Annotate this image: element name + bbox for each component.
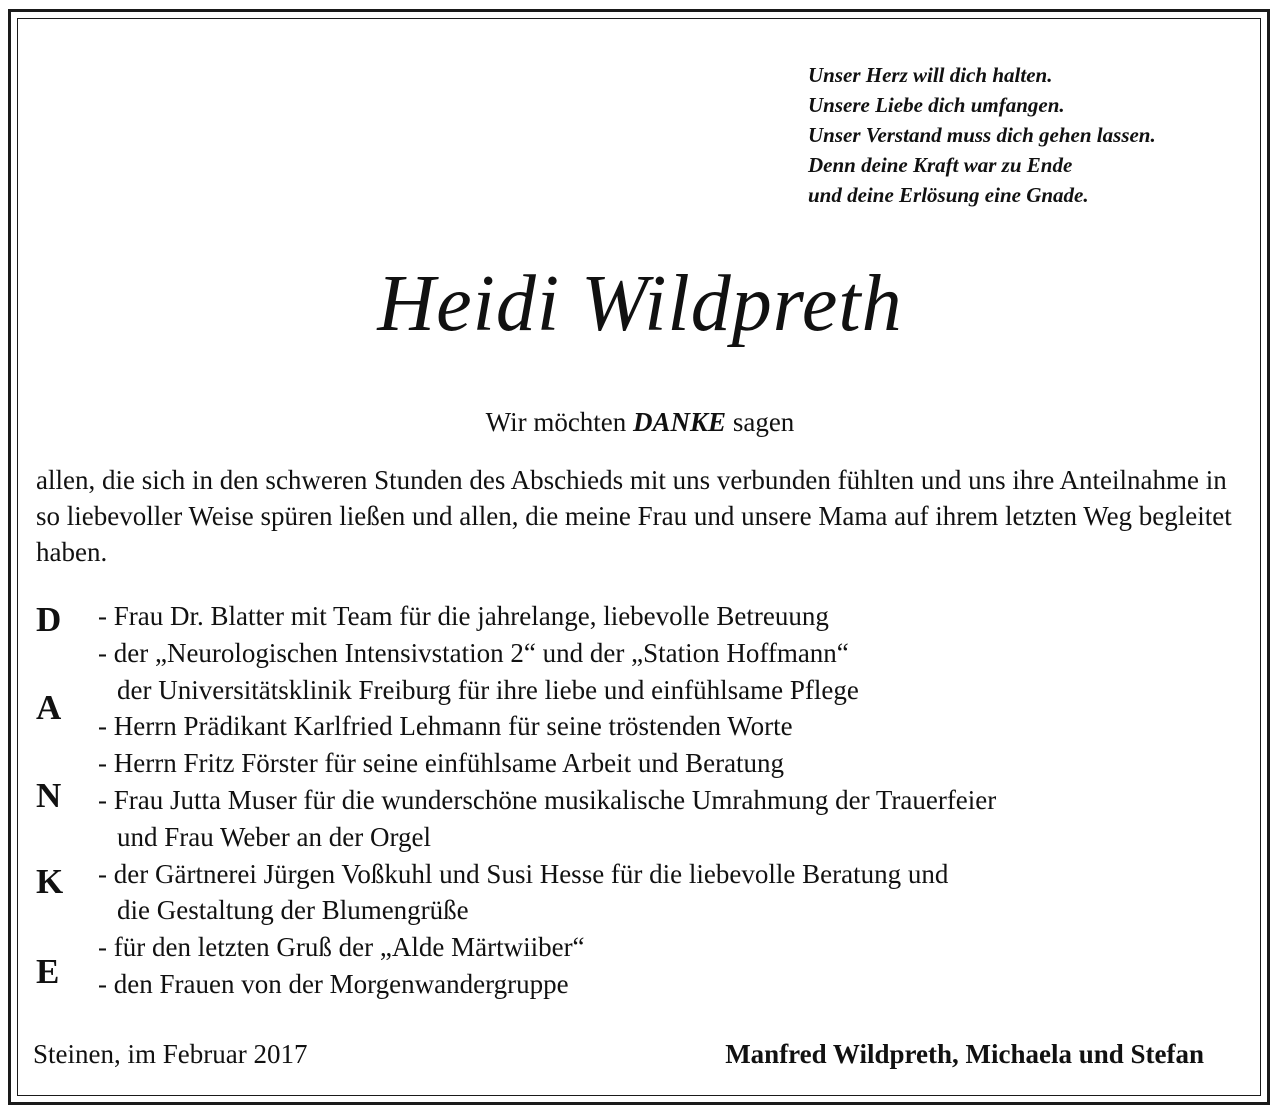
thanks-item: - für den letzten Gruß der „Alde Märtwiiber“ [98, 932, 585, 963]
thanks-item-continuation: der Universitätsklinik Freiburg für ihre liebe und einfühlsame Pflege [117, 674, 859, 705]
thanks-list [98, 598, 996, 1003]
acrostic-letter: E [36, 952, 60, 991]
deceased-name: Heidi Wildpreth [377, 260, 903, 348]
thanks-heading-before: Wir möchten [485, 407, 634, 437]
thanks-heading-emphasis: DANKE [633, 407, 727, 437]
thanks-heading-after: sagen [726, 407, 795, 437]
thanks-item-continuation: und Frau Weber an der Orgel [117, 821, 431, 852]
poem-line: Denn deine Kraft war zu Ende [808, 153, 1073, 177]
thanks-item-continuation: die Gestaltung der Blumengrüße [117, 895, 469, 926]
thanks-heading [0, 404, 1280, 440]
poem-line: Unsere Liebe dich umfangen. [808, 93, 1065, 117]
poem-line: Unser Verstand muss dich gehen lassen. [808, 123, 1156, 147]
thanks-item: - Herrn Fritz Förster für seine einfühlsame Arbeit und Beratung [98, 748, 785, 779]
poem [808, 60, 1156, 210]
acrostic-letter: K [36, 862, 64, 901]
thanks-item: - Frau Jutta Muser für die wunderschöne musikalische Umrahmung der Trauerfeier [98, 784, 997, 815]
poem-line: und deine Erlösung eine Gnade. [808, 183, 1089, 207]
acrostic-letter: N [36, 776, 62, 815]
place-and-date: Steinen, im Februar 2017 [33, 1039, 308, 1069]
thanks-item: - der Gärtnerei Jürgen Voßkuhl und Susi Hesse für die liebevolle Beratung und [98, 858, 949, 889]
thanks-item: - der „Neurologischen Intensivstation 2“ und der „Station Hoffmann“ [98, 637, 849, 668]
acrostic-letter: D [36, 600, 62, 639]
intro-paragraph: allen, die sich in den schweren Stunden des Abschieds mit uns verbunden fühlten und uns ihre Anteilnahme in so liebevoller Weise spüren ließen und allen, die meine Frau und unsere Mama auf ihrem letzten Weg begleitet haben. [36, 465, 1232, 567]
signatories: Manfred Wildpreth, Michaela und Stefan [725, 1039, 1204, 1069]
thanks-item: - Frau Dr. Blatter mit Team für die jahrelange, liebevolle Betreuung [98, 601, 829, 631]
thanks-item: - Herrn Prädikant Karlfried Lehmann für seine tröstenden Worte [98, 711, 793, 742]
poem-line: Unser Herz will dich halten. [808, 63, 1053, 87]
thanks-item: - den Frauen von der Morgenwandergruppe [98, 968, 569, 999]
acrostic-letter: A [36, 688, 62, 727]
